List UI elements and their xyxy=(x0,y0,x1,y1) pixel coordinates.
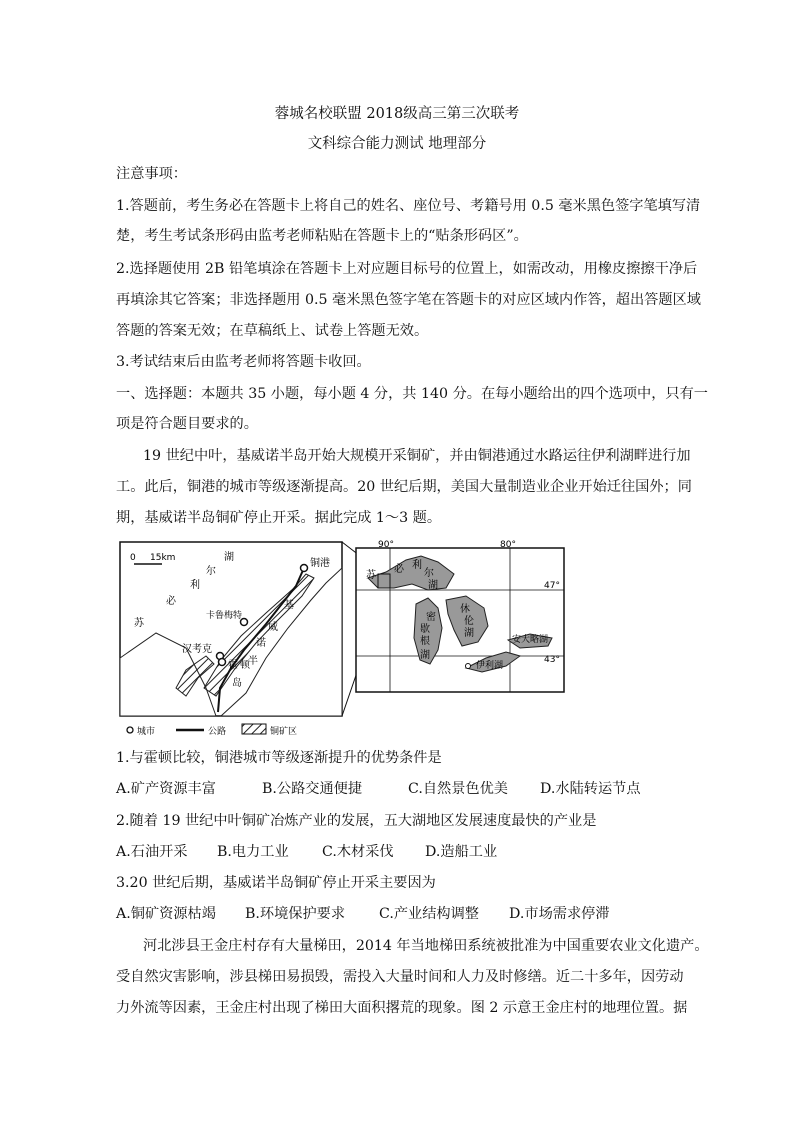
huron-char-1: 伦 xyxy=(464,616,474,627)
inset-lake-char-2: 利 xyxy=(190,580,200,591)
question-2-options xyxy=(116,842,686,862)
question-3-options xyxy=(116,904,686,924)
notice-heading: 注意事项： xyxy=(116,166,187,182)
penin-char-0: 基 xyxy=(284,600,294,611)
question-1-options xyxy=(116,779,686,799)
legend-city: 城市 xyxy=(137,727,156,737)
sup-char-2: 利 xyxy=(412,560,422,571)
mich-char-1: 歇 xyxy=(420,624,430,635)
label-lat-43: 43° xyxy=(544,655,560,665)
q1-option-b[interactable]: B.公路交通便捷 xyxy=(262,781,363,797)
passage-1-line-3: 期，基威诺半岛铜矿停止开采。据此完成 1～3 题。 xyxy=(116,510,442,526)
legend-city-icon xyxy=(127,727,133,733)
label-hanke: 汉考克 xyxy=(182,644,212,655)
label-tonggang: 铜港 xyxy=(310,558,330,569)
sup-char-3: 尔 xyxy=(424,568,434,579)
notice-item-3: 3.考试结束后由监考老师将答题卡收回。 xyxy=(116,354,371,370)
section-heading-cont: 项是符合题目要求的。 xyxy=(116,416,258,432)
inset-lake-char-3: 尔 xyxy=(206,566,216,577)
question-1-stem: 1.与霍顿比较，铜港城市等级逐渐提升的优势条件是 xyxy=(116,750,442,766)
notice-item-2-cont2: 答题的答案无效；在草稿纸上、试卷上答题无效。 xyxy=(116,323,429,339)
label-ontario: 安大略湖 xyxy=(512,635,549,645)
label-lon-90: 90° xyxy=(378,540,394,550)
passage-2-line-1: 河北涉县王金庄村存有大量梯田，2014 年当地梯田系统被批准为中国重要农业文化遗产。 xyxy=(143,938,709,954)
label-dao: 岛 xyxy=(232,678,242,689)
huron-char-0: 休 xyxy=(460,604,470,615)
notice-item-2-cont: 再填涂其它答案；非选择题用 0.5 毫米黑色签字笔在答题卡的对应区域内作答，超出答题区域 xyxy=(116,292,701,308)
city-erie-marker xyxy=(466,664,471,669)
mich-char-3: 湖 xyxy=(420,650,430,661)
q1-option-c[interactable]: C.自然景色优美 xyxy=(408,781,508,797)
q3-option-c[interactable]: C.产业结构调整 xyxy=(379,906,479,922)
passage-1-line-1: 19 世纪中叶，基威诺半岛开始大规模开采铜矿，并由铜港通过水路运往伊利湖畔进行加 xyxy=(143,448,691,464)
notice-item-2: 2.选择题使用 2B 铅笔填涂在答题卡上对应题目标号的位置上，如需改动，用橡皮擦擦干净后 xyxy=(116,261,698,277)
inset-lake-char-4: 湖 xyxy=(224,552,234,563)
question-2-stem: 2.随着 19 世纪中叶铜矿冶炼产业的发展，五大湖地区发展速度最快的产业是 xyxy=(116,813,597,829)
exam-subtitle: 文科综合能力测试 地理部分 xyxy=(307,136,487,152)
q1-option-a[interactable]: A.矿产资源丰富 xyxy=(116,781,216,797)
label-kalumet: 卡鲁梅特 xyxy=(206,611,243,621)
city-tonggang-marker xyxy=(301,565,308,572)
notice-item-1-cont: 楚，考生考试条形码由监考老师粘贴在答题卡上的“贴条形码区”。 xyxy=(116,228,528,244)
exam-title: 蓉城名校联盟 2018级高三第三次联考 xyxy=(274,106,520,122)
label-erie: 伊利湖 xyxy=(476,661,504,671)
sup-char-0: 苏 xyxy=(366,570,376,581)
passage-2-line-2: 受自然灾害影响，涉县梯田易损毁，需投入大量时间和人力及时修缮。近二十多年，因劳动 xyxy=(116,969,684,985)
q2-option-b[interactable]: B.电力工业 xyxy=(217,844,289,860)
q3-option-b[interactable]: B.环境保护要求 xyxy=(245,906,346,922)
legend-mine-icon xyxy=(242,724,266,734)
passage-1-line-2: 工。此后，铜港的城市等级逐渐提高。20 世纪后期，美国大量制造业企业开始迁往国外；同 xyxy=(116,479,692,495)
q2-option-d[interactable]: D.造船工业 xyxy=(425,844,498,860)
label-huodun-1: 顿 xyxy=(240,660,250,671)
penin-char-3: 半 xyxy=(248,656,258,667)
mich-char-0: 密 xyxy=(426,612,436,623)
legend-mine: 铜矿区 xyxy=(270,727,298,737)
legend-road: 公路 xyxy=(208,727,227,737)
mich-char-2: 根 xyxy=(420,636,430,647)
scale-unit: 15km xyxy=(150,553,176,563)
inset-lake-char-0: 苏 xyxy=(134,618,144,629)
map-figure xyxy=(116,538,569,738)
sup-char-1: 必 xyxy=(394,564,404,575)
label-lon-80: 80° xyxy=(500,540,516,550)
huron-char-2: 湖 xyxy=(464,628,474,639)
city-huodun-marker xyxy=(219,659,226,666)
label-huodun-0: 霍 xyxy=(228,660,238,671)
q2-option-a[interactable]: A.石油开采 xyxy=(116,844,188,860)
penin-char-1: 威 xyxy=(268,622,278,633)
label-lat-47: 47° xyxy=(544,581,560,591)
q2-option-c[interactable]: C.木材采伐 xyxy=(322,844,394,860)
passage-2-line-3: 力外流等因素，王金庄村出现了梯田大面积撂荒的现象。图 2 示意王金庄村的地理位置。据 xyxy=(116,1000,688,1016)
scale-zero: 0 xyxy=(130,553,136,563)
notice-item-1: 1.答题前，考生务必在答题卡上将自己的姓名、座位号、考籍号用 0.5 毫米黑色签字笔填写清 xyxy=(116,198,701,214)
penin-char-2: 诺 xyxy=(256,638,266,649)
q3-option-d[interactable]: D.市场需求停滞 xyxy=(509,906,610,922)
sup-char-4: 湖 xyxy=(428,580,438,591)
q1-option-d[interactable]: D.水陆转运节点 xyxy=(540,781,641,797)
inset-lake-char-1: 必 xyxy=(166,596,176,607)
q3-option-a[interactable]: A.铜矿资源枯竭 xyxy=(116,906,216,922)
section-heading: 一、选择题：本题共 35 小题，每小题 4 分，共 140 分。在每小题给出的四个选项中，只有一 xyxy=(116,386,708,402)
question-3-stem: 3.20 世纪后期，基威诺半岛铜矿停止开采主要因为 xyxy=(116,875,436,891)
